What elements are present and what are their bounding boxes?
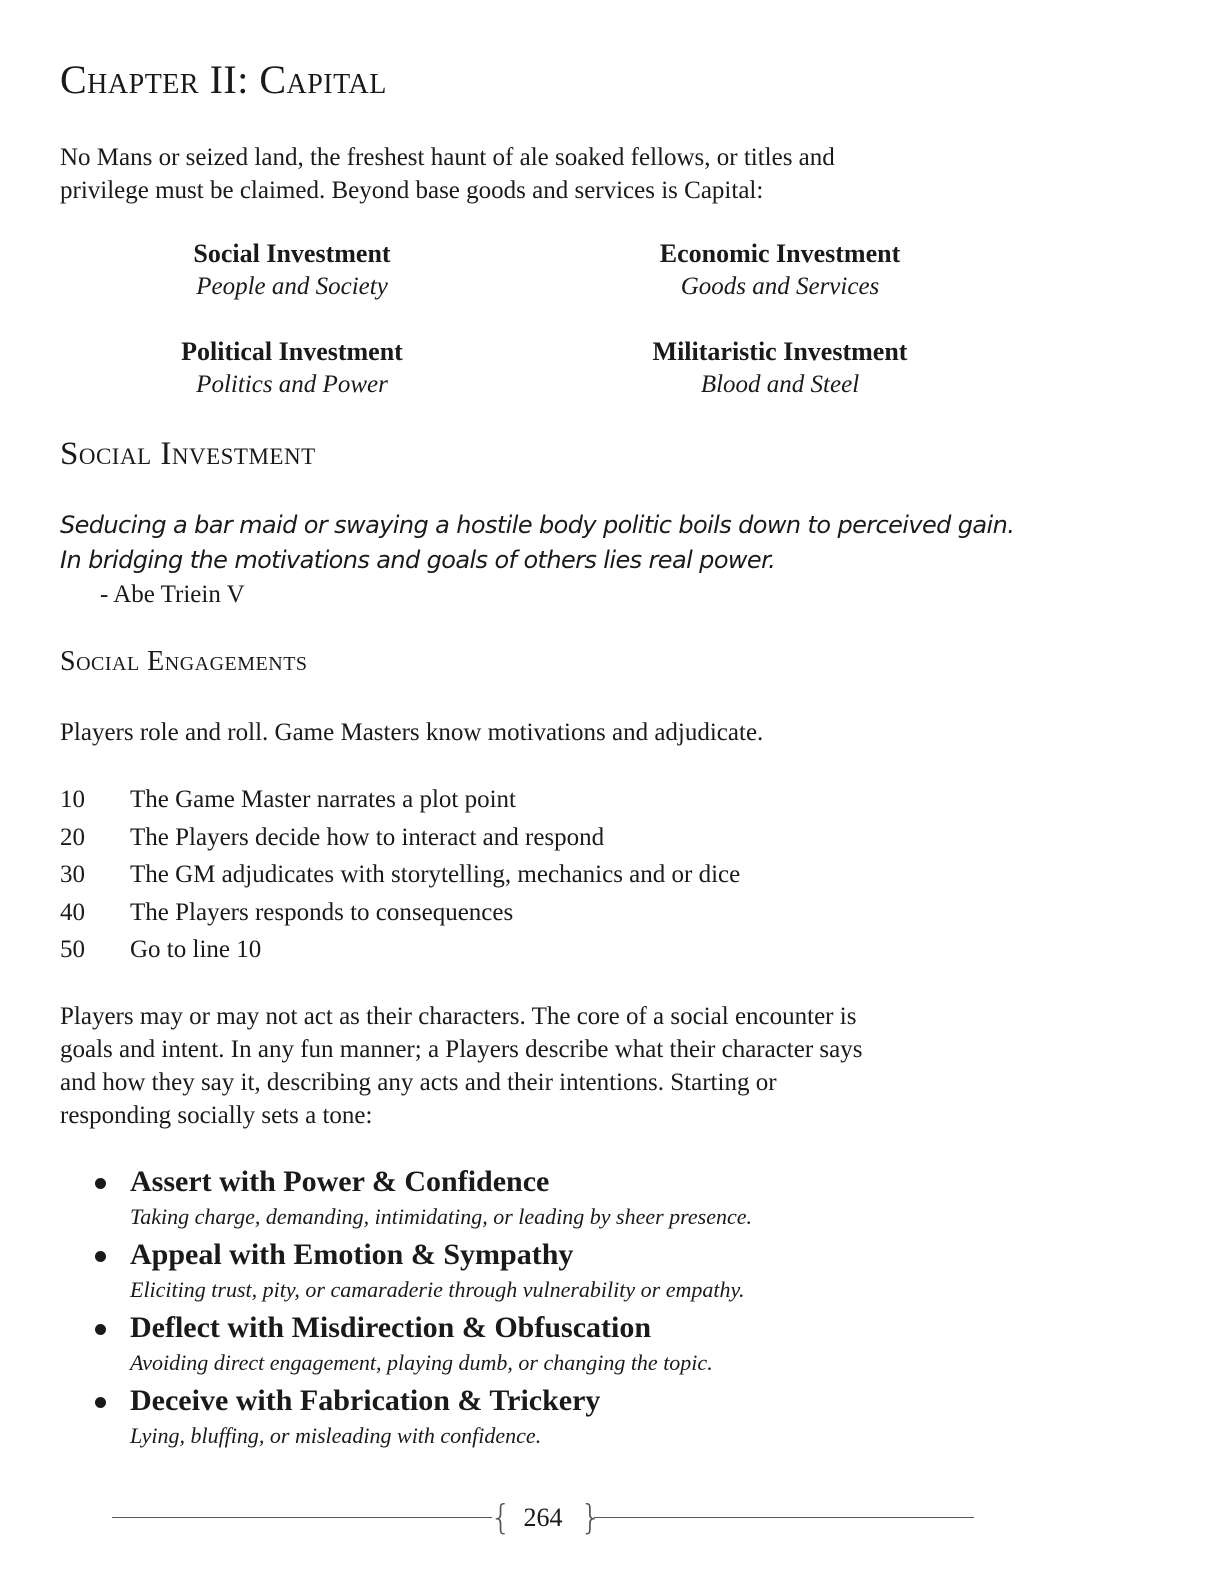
investment-militaristic (610, 335, 950, 401)
step-item (60, 856, 740, 894)
quote-author: - Abe Triein V (100, 581, 245, 608)
right-brace-icon: } (580, 1498, 602, 1538)
step-text: Go to line 10 (130, 936, 262, 963)
investment-name: Political Investment (181, 337, 403, 366)
tone-description: Lying, bluffing, or misleading with confidence. (130, 1423, 542, 1448)
step-text: The Players decide how to interact and respond (130, 823, 605, 851)
step-number: 50 (60, 936, 85, 963)
investment-subtitle: Politics and Power (196, 371, 388, 398)
tone-title: Assert with Power & Confidence (130, 1165, 550, 1198)
steps-list (60, 781, 740, 969)
tone-description: Eliciting trust, pity, or camaraderie through vulnerability or empathy. (130, 1277, 745, 1302)
tone-item (95, 1236, 752, 1306)
tone-title: Deceive with Fabrication & Trickery (130, 1384, 601, 1417)
investment-subtitle: Blood and Steel (700, 371, 860, 398)
step-item (60, 931, 740, 969)
investment-political (142, 335, 442, 401)
investment-social (142, 237, 442, 303)
intro-line: privilege must be claimed. Beyond base goods and services is Capital: (60, 177, 764, 204)
step-number: 30 (60, 861, 85, 888)
subsection-title: Social Engagements (60, 646, 308, 677)
paragraph-line: responding socially sets a tone: (60, 1102, 373, 1129)
page-footer (112, 1494, 974, 1542)
intro-line: No Mans or seized land, the freshest haunt of ale soaked fellows, or titles and (60, 144, 835, 171)
investment-economic (610, 237, 950, 303)
quote-line: In bridging the motivations and goals of others lies real power. (60, 546, 776, 574)
tone-list (95, 1163, 752, 1455)
epigraph-quote (60, 508, 1060, 611)
bullet-icon (95, 1324, 106, 1335)
step-text: The GM adjudicates with storytelling, mechanics and or dice (130, 861, 741, 888)
investment-name: Social Investment (193, 239, 391, 268)
chapter-title: Chapter II: Capital (60, 57, 387, 102)
tone-item (95, 1309, 752, 1379)
body-paragraph (60, 1000, 1040, 1132)
footer-rule-right (594, 1517, 974, 1518)
bullet-icon (95, 1251, 106, 1262)
step-item (60, 781, 740, 819)
tone-item (95, 1382, 752, 1452)
investment-name: Militaristic Investment (652, 337, 908, 366)
tone-title: Deflect with Misdirection & Obfuscation (130, 1311, 652, 1344)
step-number: 20 (60, 823, 85, 851)
paragraph-line: Players may or may not act as their characters. The core of a social encounter is (60, 1003, 857, 1030)
tone-item (95, 1163, 752, 1233)
step-number: 10 (60, 786, 85, 813)
step-number: 40 (60, 898, 85, 926)
investment-name: Economic Investment (659, 239, 901, 268)
left-brace-icon: { (490, 1498, 512, 1538)
section-title: Social Investment (60, 436, 316, 472)
bullet-icon (95, 1397, 106, 1408)
page-number: 264 (523, 1503, 563, 1532)
players-intro: Players role and roll. Game Masters know motivations and adjudicate. (60, 719, 764, 746)
tone-title: Appeal with Emotion & Sympathy (130, 1238, 574, 1271)
intro-paragraph (60, 141, 1020, 207)
step-item (60, 894, 740, 932)
tone-description: Taking charge, demanding, intimidating, or leading by sheer presence. (130, 1204, 753, 1229)
footer-rule-left (112, 1517, 492, 1518)
step-item (60, 819, 740, 857)
step-text: The Players responds to consequences (130, 898, 514, 926)
bullet-icon (95, 1178, 106, 1189)
paragraph-line: and how they say it, describing any acts and their intentions. Starting or (60, 1069, 777, 1096)
step-text: The Game Master narrates a plot point (130, 786, 516, 813)
tone-description: Avoiding direct engagement, playing dumb, or changing the topic. (130, 1350, 713, 1375)
investment-subtitle: Goods and Services (680, 273, 880, 300)
investment-subtitle: People and Society (196, 273, 388, 300)
paragraph-line: goals and intent. In any fun manner; a Players describe what their character says (60, 1036, 863, 1063)
quote-line: Seducing a bar maid or swaying a hostile body politic boils down to perceived gain. (60, 511, 1015, 539)
